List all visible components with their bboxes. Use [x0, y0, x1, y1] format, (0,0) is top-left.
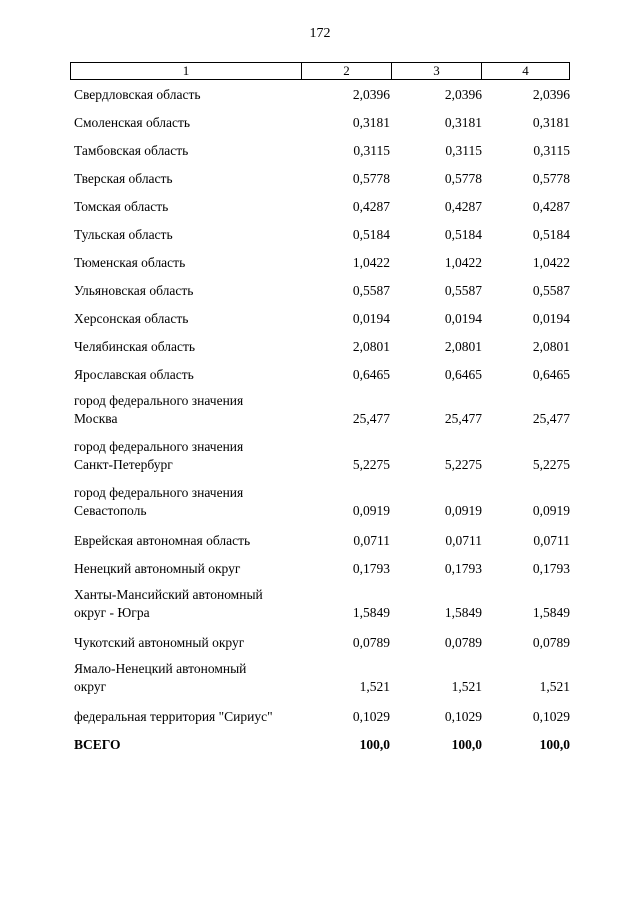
value-col-4: 0,1029 — [532, 709, 570, 724]
value-col-3: 1,0422 — [444, 255, 482, 270]
table-row — [0, 224, 640, 252]
value-col-3: 0,3115 — [445, 143, 482, 158]
value-col-2: 0,0194 — [352, 311, 390, 326]
value-col-2: 25,477 — [352, 411, 390, 426]
value-col-4: 0,0711 — [533, 533, 570, 548]
value-col-4: 0,3115 — [533, 143, 570, 158]
region-name-line: ВСЕГО — [74, 737, 121, 752]
value-col-2: 0,3181 — [352, 115, 390, 130]
value-col-2: 100,0 — [359, 737, 390, 752]
value-col-3: 2,0801 — [444, 339, 482, 354]
region-name-line: Томская область — [74, 199, 169, 214]
value-col-2: 0,5587 — [352, 283, 390, 298]
table-row — [0, 530, 640, 558]
region-name-line: Ярославская область — [74, 367, 194, 382]
value-col-3: 0,4287 — [444, 199, 482, 214]
value-col-4: 0,3181 — [532, 115, 570, 130]
region-name-line: Москва — [74, 411, 118, 426]
value-col-3: 0,5587 — [444, 283, 482, 298]
region-name-line: Еврейская автономная область — [74, 533, 251, 548]
header-col-3: 3 — [392, 63, 482, 79]
region-name-line: Тверская область — [74, 171, 173, 186]
table-row — [0, 336, 640, 364]
value-col-3: 0,0194 — [444, 311, 482, 326]
region-name — [74, 392, 314, 428]
value-col-2: 0,0789 — [352, 635, 390, 650]
value-col-2: 0,6465 — [352, 367, 390, 382]
region-name-line: Ханты-Мансийский автономный — [74, 587, 263, 602]
header-col-2: 2 — [302, 63, 392, 79]
region-name-line: город федерального значения — [74, 393, 244, 408]
region-name — [74, 438, 314, 474]
header-col-1: 1 — [71, 63, 302, 79]
total-row — [0, 734, 640, 762]
region-name-line: Смоленская область — [74, 115, 191, 130]
value-col-4: 0,5778 — [532, 171, 570, 186]
value-col-3: 1,521 — [451, 679, 482, 694]
value-col-3: 0,1793 — [444, 561, 482, 576]
value-col-3: 0,5184 — [444, 227, 482, 242]
region-name — [74, 532, 314, 550]
value-col-3: 0,0919 — [444, 503, 482, 518]
value-col-2: 0,3115 — [353, 143, 390, 158]
value-col-2: 0,5184 — [352, 227, 390, 242]
table-row — [0, 140, 640, 168]
region-name-line: Чукотский автономный округ — [74, 635, 245, 650]
value-col-3: 2,0396 — [444, 87, 482, 102]
region-name — [74, 660, 314, 696]
table-row — [0, 112, 640, 140]
value-col-4: 0,1793 — [532, 561, 570, 576]
region-name — [74, 708, 314, 726]
table-row — [0, 252, 640, 280]
value-col-3: 0,0711 — [445, 533, 482, 548]
table-row — [0, 706, 640, 734]
value-col-4: 100,0 — [539, 737, 570, 752]
value-col-3: 5,2275 — [444, 457, 482, 472]
region-name-line: город федерального значения — [74, 485, 244, 500]
region-name-line: город федерального значения — [74, 439, 244, 454]
value-col-4: 2,0801 — [532, 339, 570, 354]
region-name — [74, 366, 314, 384]
value-col-2: 2,0801 — [352, 339, 390, 354]
region-name — [74, 634, 314, 652]
value-col-4: 1,521 — [539, 679, 570, 694]
region-name-line: Свердловская область — [74, 87, 201, 102]
region-name-line: Ямало-Ненецкий автономный — [74, 661, 247, 676]
value-col-3: 0,0789 — [444, 635, 482, 650]
region-name-line: федеральная территория "Сириус" — [74, 709, 273, 724]
value-col-2: 0,0919 — [352, 503, 390, 518]
region-name — [74, 86, 314, 104]
value-col-2: 0,1793 — [352, 561, 390, 576]
value-col-3: 100,0 — [451, 737, 482, 752]
table-row — [0, 484, 640, 530]
value-col-3: 0,3181 — [444, 115, 482, 130]
value-col-2: 1,521 — [359, 679, 390, 694]
value-col-4: 0,5587 — [532, 283, 570, 298]
value-col-4: 0,5184 — [532, 227, 570, 242]
value-col-2: 0,0711 — [353, 533, 390, 548]
value-col-4: 1,5849 — [532, 605, 570, 620]
region-name — [74, 170, 314, 188]
value-col-4: 5,2275 — [532, 457, 570, 472]
region-name — [74, 310, 314, 328]
region-name-line: Херсонская область — [74, 311, 189, 326]
region-name-line: Санкт-Петербург — [74, 457, 173, 472]
value-col-3: 0,1029 — [444, 709, 482, 724]
table-header — [70, 62, 570, 80]
region-name — [74, 114, 314, 132]
region-name-line: Челябинская область — [74, 339, 196, 354]
region-name-line: округ - Югра — [74, 605, 150, 620]
region-name — [74, 282, 314, 300]
table-row — [0, 168, 640, 196]
table-row — [0, 632, 640, 660]
value-col-2: 0,4287 — [352, 199, 390, 214]
region-name — [74, 484, 314, 520]
value-col-4: 25,477 — [532, 411, 570, 426]
region-name-line: Тюменская область — [74, 255, 186, 270]
region-name — [74, 736, 314, 754]
value-col-2: 2,0396 — [352, 87, 390, 102]
value-col-4: 0,6465 — [532, 367, 570, 382]
value-col-4: 0,0919 — [532, 503, 570, 518]
region-name — [74, 226, 314, 244]
table-row — [0, 84, 640, 112]
region-name — [74, 142, 314, 160]
region-name — [74, 254, 314, 272]
table-row — [0, 392, 640, 438]
value-col-2: 0,1029 — [352, 709, 390, 724]
region-name-line: округ — [74, 679, 107, 694]
region-name-line: Ульяновская область — [74, 283, 194, 298]
table-row — [0, 438, 640, 484]
value-col-3: 0,5778 — [444, 171, 482, 186]
region-name-line: Севастополь — [74, 503, 147, 518]
region-name — [74, 338, 314, 356]
table-row — [0, 558, 640, 586]
region-name — [74, 560, 314, 578]
value-col-2: 1,5849 — [352, 605, 390, 620]
table-body — [0, 84, 640, 762]
region-name — [74, 586, 314, 622]
value-col-4: 0,0194 — [532, 311, 570, 326]
value-col-4: 2,0396 — [532, 87, 570, 102]
value-col-4: 1,0422 — [532, 255, 570, 270]
region-name-line: Тамбовская область — [74, 143, 189, 158]
value-col-3: 0,6465 — [444, 367, 482, 382]
page-number: 172 — [309, 26, 331, 41]
value-col-3: 1,5849 — [444, 605, 482, 620]
value-col-3: 25,477 — [444, 411, 482, 426]
value-col-2: 1,0422 — [352, 255, 390, 270]
value-col-2: 0,5778 — [352, 171, 390, 186]
value-col-2: 5,2275 — [352, 457, 390, 472]
table-row — [0, 196, 640, 224]
value-col-4: 0,4287 — [532, 199, 570, 214]
table-row — [0, 364, 640, 392]
table-row — [0, 308, 640, 336]
table-row — [0, 280, 640, 308]
table-row — [0, 660, 640, 706]
region-name — [74, 198, 314, 216]
value-col-4: 0,0789 — [532, 635, 570, 650]
region-name-line: Ненецкий автономный округ — [74, 561, 241, 576]
region-name-line: Тульская область — [74, 227, 173, 242]
header-col-4: 4 — [522, 63, 529, 78]
table-row — [0, 586, 640, 632]
